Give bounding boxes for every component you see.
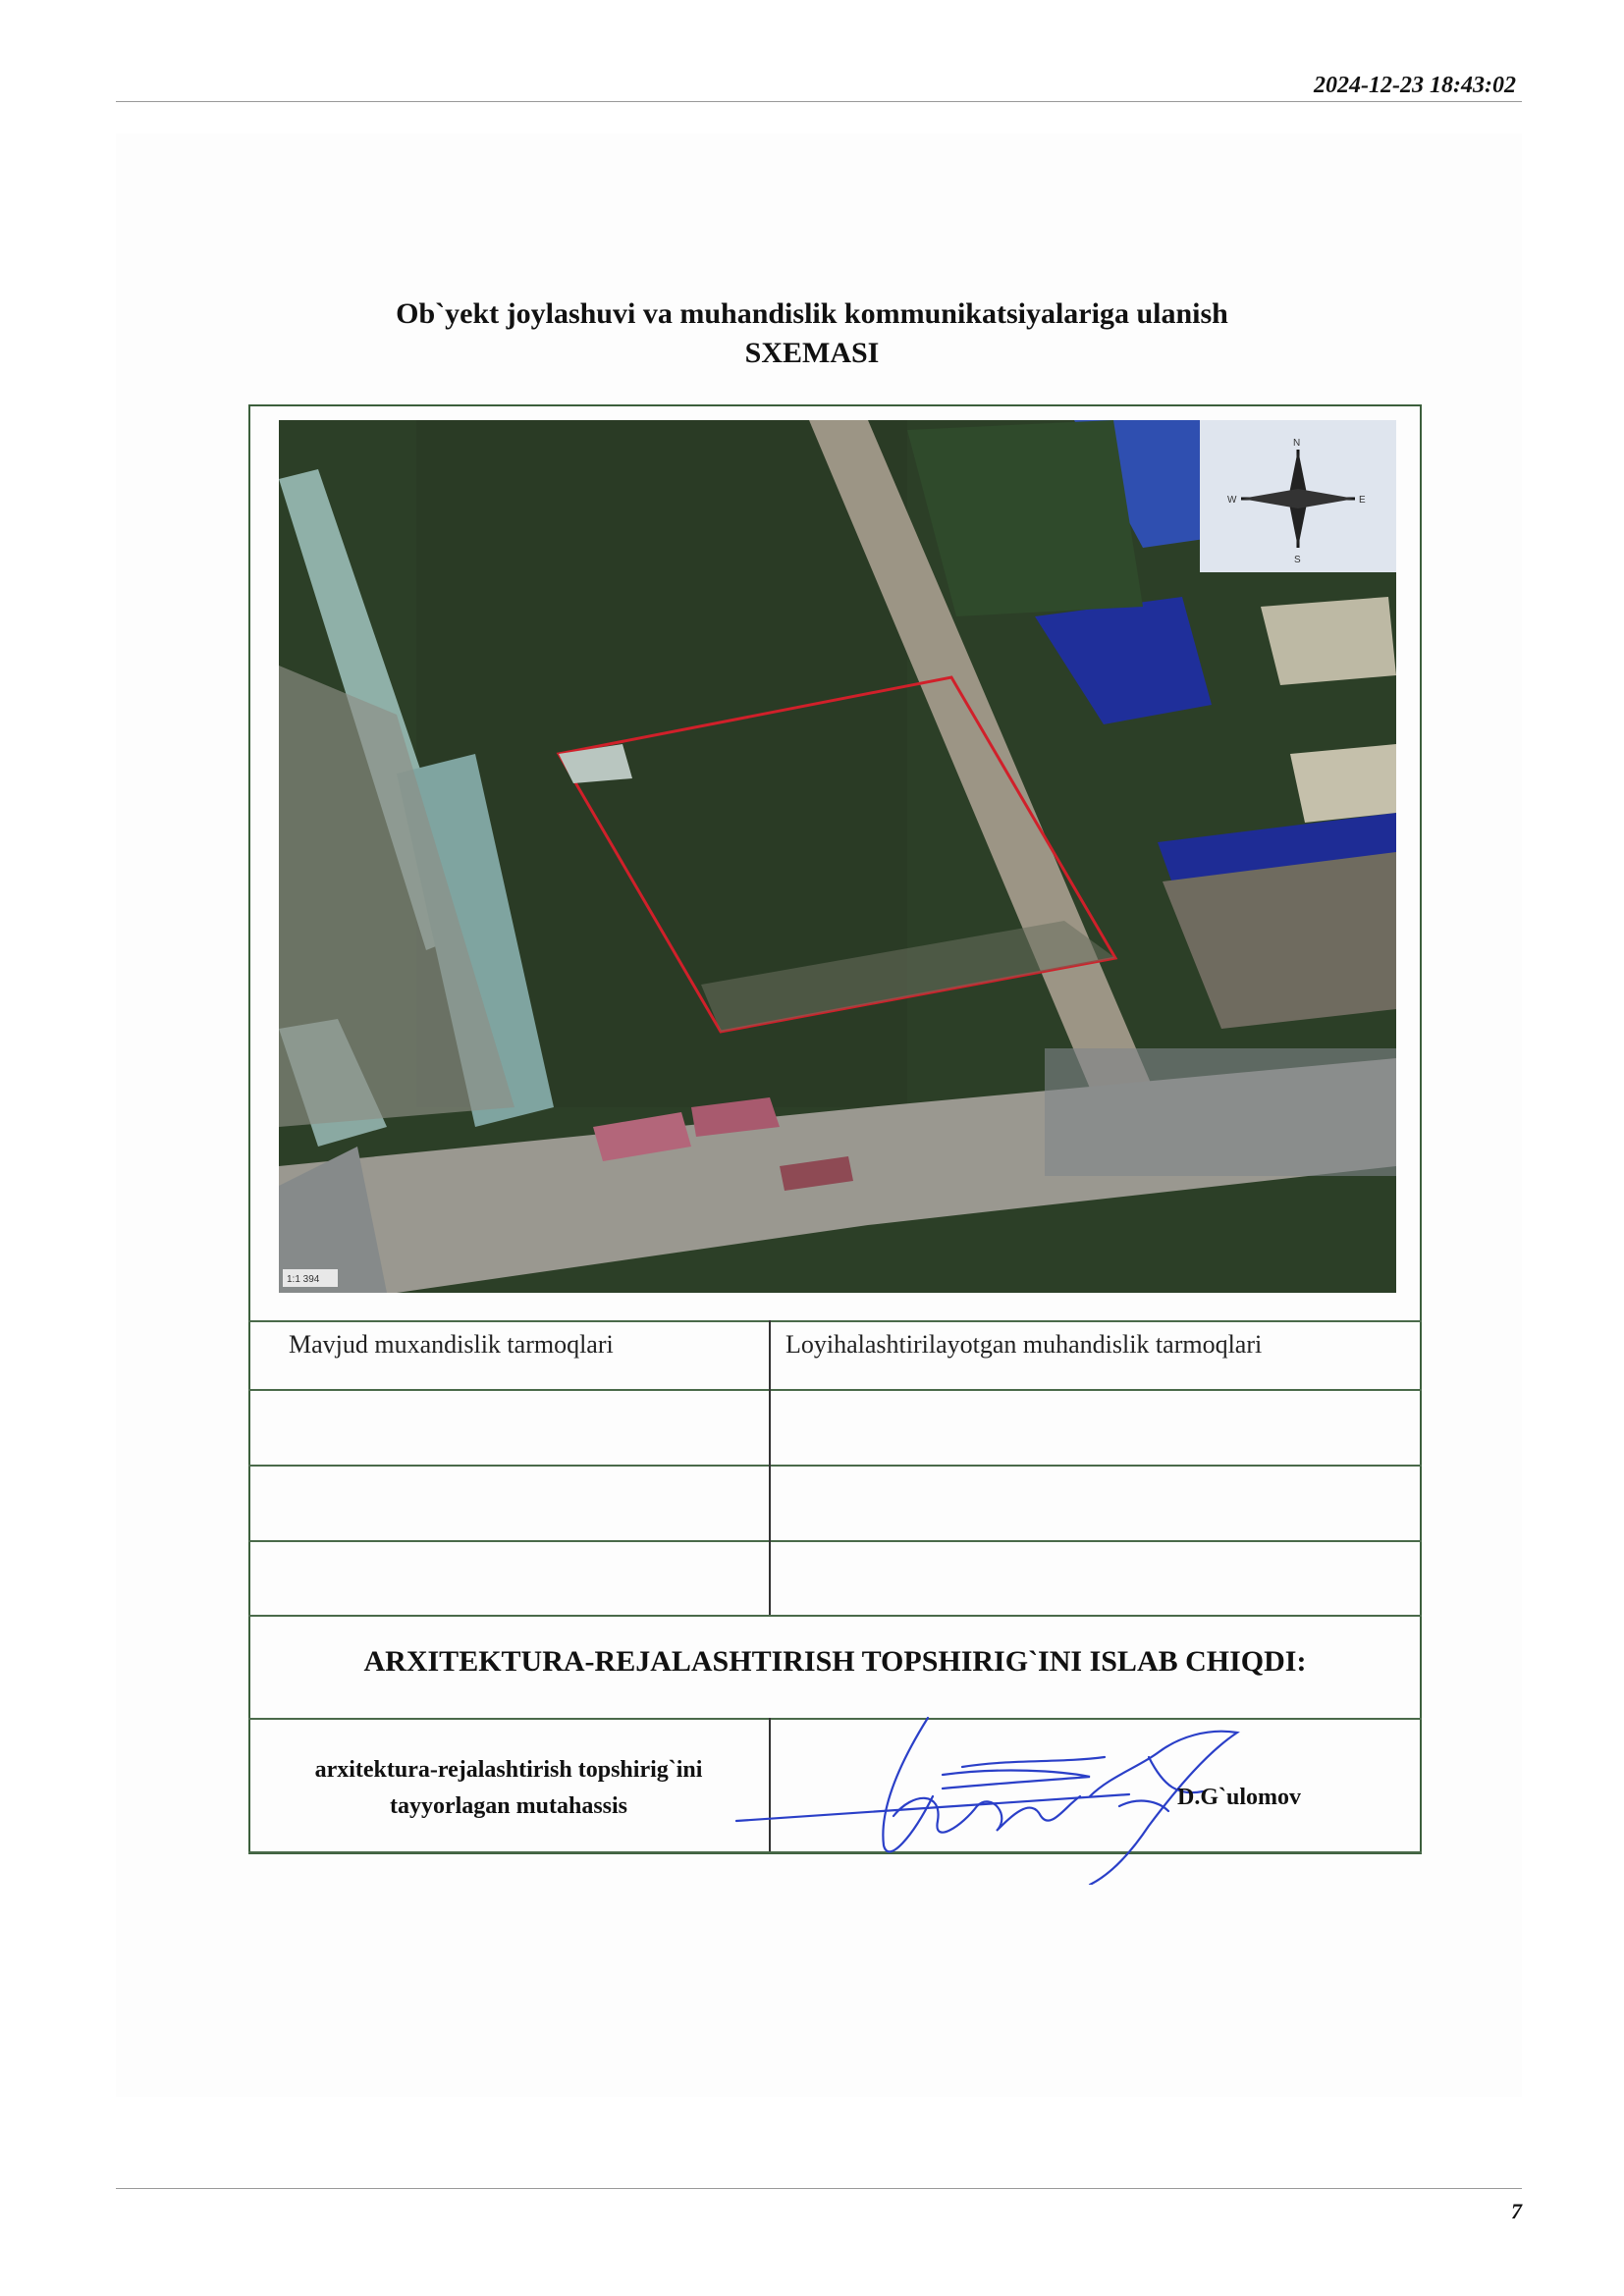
title-line-1: Ob`yekt joylashuvi va muhandislik kommunikatsiyalariga ulanish [396, 297, 1228, 330]
compass-east-label: E [1359, 495, 1366, 506]
document-title [0, 294, 1624, 373]
compass-north-label: N [1293, 438, 1301, 449]
print-timestamp: 2024-12-23 18:43:02 [1314, 73, 1516, 98]
header-divider [116, 101, 1522, 102]
compass-south-label: S [1294, 555, 1301, 565]
specialist-title [253, 1752, 764, 1825]
table-row-divider [248, 1389, 1422, 1391]
column-header-planned: Loyihalashtirilayotgan muhandislik tarmoqlari [785, 1330, 1263, 1359]
table-column-divider [769, 1320, 771, 1615]
table-top-border [248, 1320, 1422, 1322]
compass-west-label: W [1227, 495, 1237, 506]
approval-heading: ARXITEKTURA-REJALASHTIRISH TOPSHIRIG`INI ISLAB CHIQDI: [363, 1645, 1307, 1678]
specialist-title-line-2: tayyorlagan mutahassis [389, 1793, 628, 1819]
footer-divider [116, 2188, 1522, 2189]
satellite-map [279, 420, 1396, 1293]
specialist-name: D.G`ulomov [1177, 1785, 1301, 1810]
page-number: 7 [1511, 2199, 1522, 2223]
table-row-divider [248, 1615, 1422, 1617]
specialist-title-line-1: arxitektura-rejalashtirish topshirig`ini [314, 1757, 703, 1783]
column-header-existing: Mavjud muxandislik tarmoqlari [289, 1330, 614, 1359]
table-row-divider [248, 1540, 1422, 1542]
map-scale-label: 1:1 394 [287, 1274, 320, 1285]
title-line-2: SXEMASI [744, 337, 880, 369]
table-row-divider [248, 1465, 1422, 1467]
